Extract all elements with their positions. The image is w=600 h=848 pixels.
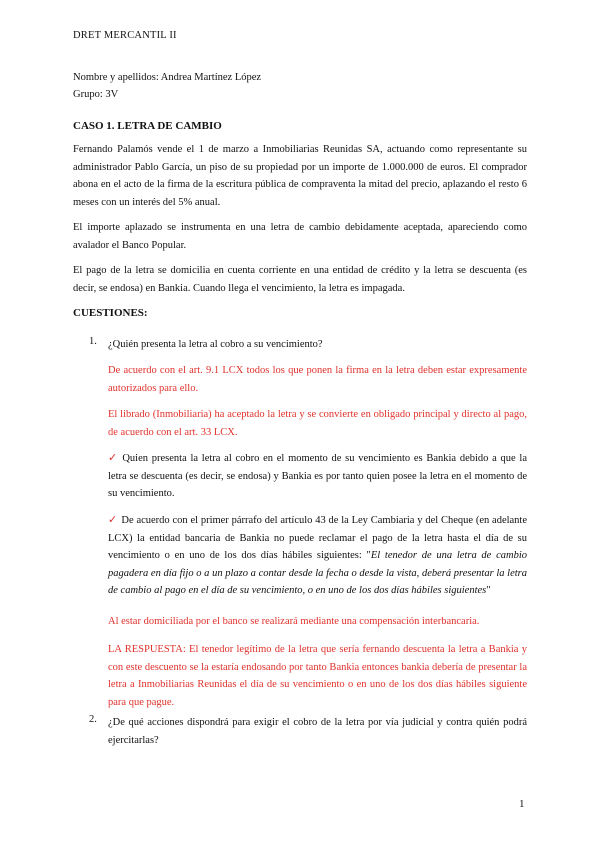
answer-1-paragraph-4 bbox=[108, 511, 527, 600]
answer-1-paragraph-2: El librado (Inmobiliaria) ha aceptado la letra y se convierte en obligado principal y directo al pago, de acuerdo con el art. 33 LCX. bbox=[108, 409, 527, 438]
checkmark-icon: ✓ bbox=[108, 451, 119, 464]
question-1-number: 1. bbox=[89, 336, 97, 347]
answer-1-paragraph-6: LA RESPUESTA: El tenedor legítimo de la letra que sería fernando descuenta la letra a Bankia y con este descuento se la estaría endosando por tanto Bankia entonces bankia debería de presentar la letra a Inmobiliarias Reunidas el día de su vencimiento o en uno de los dos días hábiles siguiente para que pague. bbox=[108, 644, 527, 708]
question-1-text: ¿Quién presenta la letra al cobro a su vencimiento? bbox=[108, 339, 323, 350]
case-paragraph-2: El importe aplazado se instrumenta en una letra de cambio debidamente aceptada, apareciendo como avalador el Banco Popular. bbox=[73, 222, 527, 251]
answer-1-paragraph-4-text: De acuerdo con el primer párrafo del artículo 43 de la Ley Cambiaria y del Cheque (en adelante LCX) la entidad bancaria de Bankia no puede reclamar el pago de la letra hasta el día de su vencimiento o en uno de los dos días hábiles siguientes: " bbox=[108, 515, 528, 561]
page-number: 1 bbox=[519, 798, 525, 810]
case-paragraph-1: Fernando Palamós vende el 1 de marzo a Inmobiliarias Reunidas SA, actuando como representante su administrador Pablo García, un piso de su propiedad por un importe de 1.000.000 de euros. El comprador abona en el acto de la firma de la escritura pública de compraventa la mitad del precio, aplazando el resto 6 meses con un interés del 5% anual. bbox=[73, 144, 527, 208]
answer-1-paragraph-3-text: Quien presenta la letra al cobro en el momento de su vencimiento es Bankia debido a que la letra se descuenta (es decir, se endosa) y Bankia es por tanto quien posee la letra en el momento de su vencimiento. bbox=[108, 453, 528, 499]
case-paragraph-3: El pago de la letra se domicilia en cuenta corriente en una entidad de crédito y la letra se descuenta (es decir, se endosa) en Bankia. Cuando llega el vencimiento, la letra es impagada. bbox=[73, 265, 527, 294]
page-header: DRET MERCANTIL II bbox=[73, 30, 177, 41]
answer-1-paragraph-1: De acuerdo con el art. 9.1 LCX todos los que ponen la firma en la letra deben estar expresamente autorizados para ello. bbox=[108, 365, 527, 394]
student-group: Grupo: 3V bbox=[73, 89, 119, 100]
question-2-text: ¿De qué acciones dispondrá para exigir el cobro de la letra por vía judicial y contra quién podrá ejercitarlas? bbox=[108, 717, 527, 746]
checkmark-icon: ✓ bbox=[108, 513, 118, 526]
answer-1-paragraph-5: Al estar domiciliada por el banco se realizará mediante una compensación interbancaria. bbox=[108, 616, 480, 627]
case-title: CASO 1. LETRA DE CAMBIO bbox=[73, 120, 222, 132]
student-name: Nombre y apellidos: Andrea Martínez López bbox=[73, 72, 262, 83]
questions-heading: CUESTIONES: bbox=[73, 307, 148, 319]
law-quote: El tenedor de una letra de cambio pagadera en día fijo o a un plazo a contar desde la fecha o desde la vista, deberá presentar la letra de cambio al pago en el día de su vencimiento, o en uno de los dos días hábiles siguientes bbox=[108, 550, 527, 596]
question-2-number: 2. bbox=[89, 714, 97, 725]
answer-1-paragraph-3 bbox=[108, 449, 527, 503]
law-quote-close: " bbox=[486, 585, 491, 596]
